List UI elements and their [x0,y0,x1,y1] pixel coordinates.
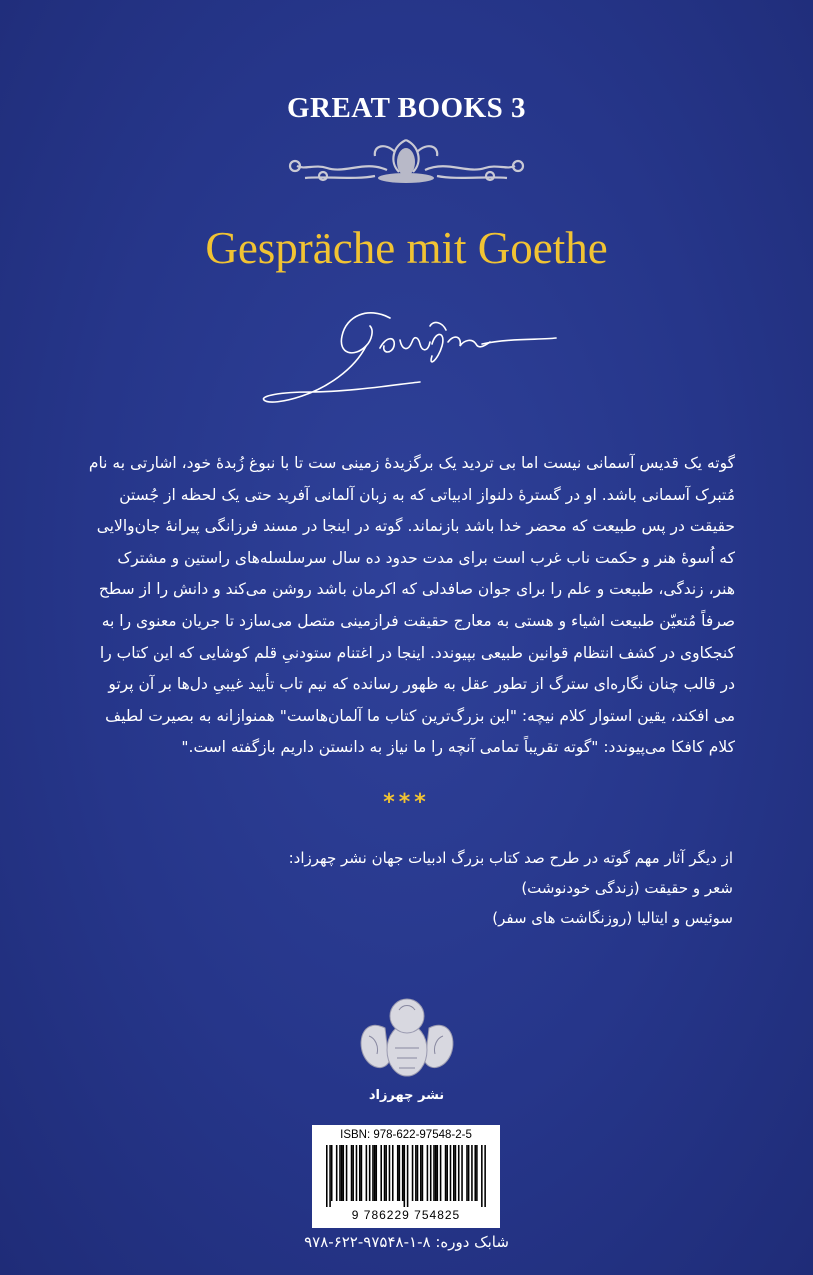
description-line: حقیقت در پس طبیعت که محضر خدا باشد بازنماند. گوته در اینجا در مسند فرزانگی پیرانهٔ جان‌والایی [96,517,735,536]
isbn-label: ISBN: 978-622-97548-2-5 [340,1129,472,1141]
description-line: هنر، زندگی، طبیعت و علم را برای جوان صافدلی که اکرمان باشد روشن می‌کند و دانش را از سطح [98,580,735,599]
description-line: مُتبرک آسمانی باشد. او در گسترهٔ دلنواز ادبیاتی که به زبان آلمانی آفرید حتی یک لحظه از جُستن [119,485,735,504]
angel-logo-icon [355,988,459,1086]
description-line: گوته یک قدیس آسمانی نیست اما بی تردید یک برگزیدهٔ زمینی ست تا با نبوغ زُبدهٔ خود، اشارتی به نام [88,454,735,472]
series-title: GREAT BOOKS 3 [286,92,527,124]
barcode-icon [326,1145,486,1207]
description-line: کلام کافکا می‌پیوندد: "گوته تقریباً تمامی آنچه را ما نیاز به دانستن داریم بازگفته است." [181,738,735,757]
description-line: که اُسوهٔ هنر و حکمت ناب غرب است برای مدت حدود ده سال سرسلسله‌های راستین و مشترک [117,548,735,567]
other-works-item: سوئیس و ایتالیا (روزنگاشت های سفر) [492,909,733,927]
ornament-icon [275,132,538,187]
book-title: Gespräche mit Goethe [205,223,608,273]
goethe-signature-icon [250,300,565,410]
barcode-number: 9 786229 754825 [351,1208,461,1222]
description-line: صرفاً مُتعیّن طبیعت اشیاء و هستی به معارج حقیقت فرازمینی متصل می‌سازد تا جریان معنوی را به [101,611,735,630]
separator-stars: *** [383,790,430,815]
description-text [80,448,735,764]
description-line: در قالب چنان نگاره‌ای سترگ از تطور عقل به ظهور رسانده که نیم تاب تأیید غیبیِ دل‌ها بر آن پرتو [108,675,735,694]
publisher-name: نشر چهرزاد [368,1088,445,1103]
description-line: می افکند، یقین استوار کلام نیچه: "این بزرگ‌ترین کتاب ما آلمان‌هاست" همنوازانه به بصیرت لطیف [105,706,735,725]
other-works-intro: از دیگر آثار مهم گوته در طرح صد کتاب بزرگ ادبیات جهان نشر چهرزاد: [288,849,733,867]
barcode-panel [312,1125,500,1228]
description-line: کنجکاوی در کشف انتظام قوانین طبیعی بپیوندد. اینجا در اغتنام ستودنیِ قلم کوشایی که این کتاب را [99,643,735,662]
other-works [133,843,733,933]
set-isbn: شابک دوره: ۸-۱-۹۷۵۴۸-۶۲۲-۹۷۸ [304,1233,509,1251]
other-works-item: شعر و حقیقت (زندگی خودنوشت) [521,879,733,897]
